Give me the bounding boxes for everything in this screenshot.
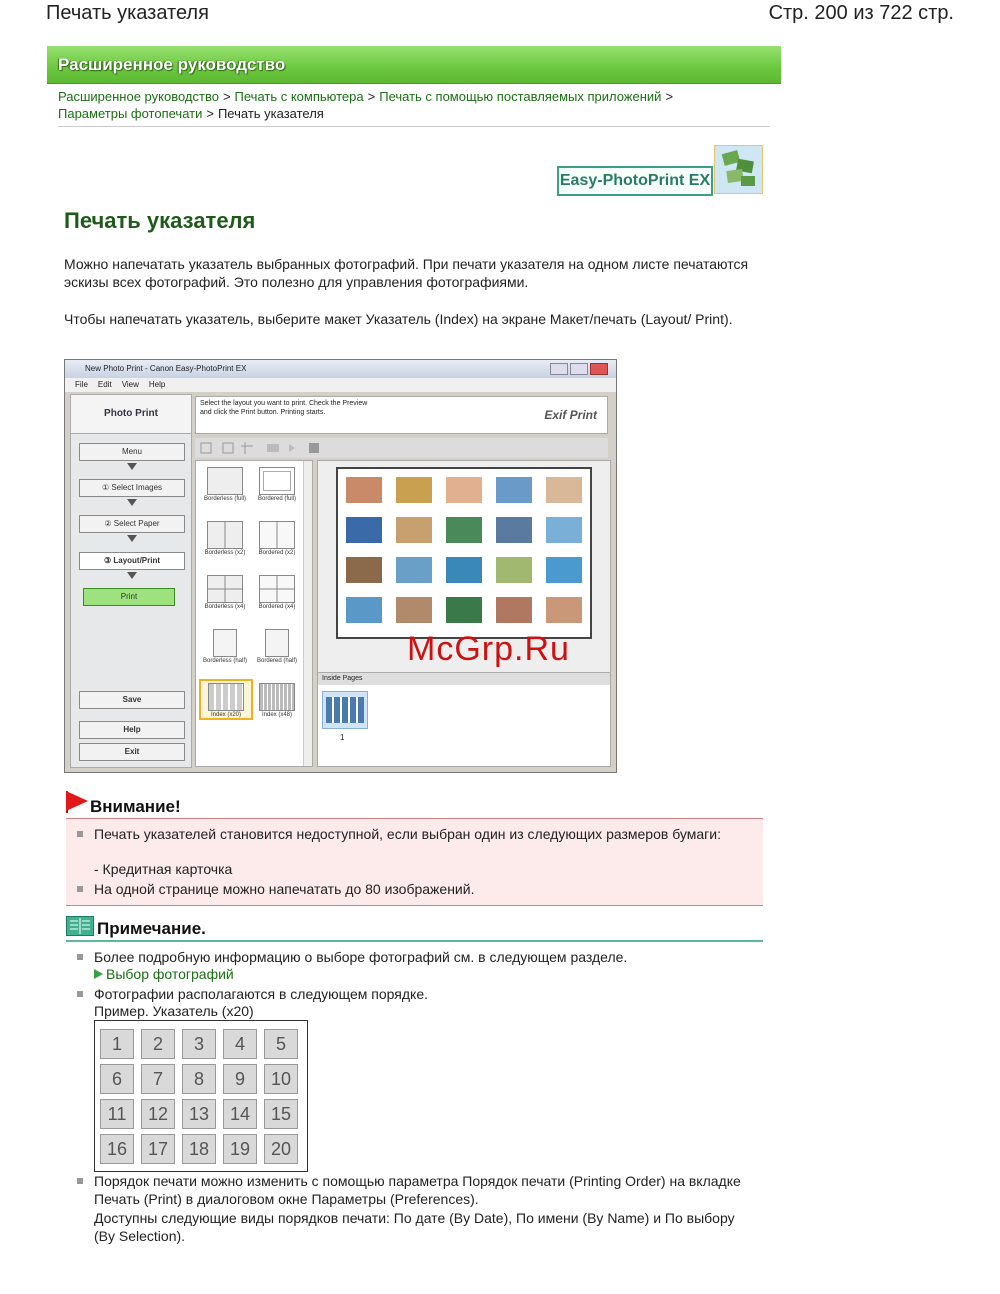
grid-cell: 3 xyxy=(182,1029,216,1059)
preview-page xyxy=(336,467,592,639)
save-button: Save xyxy=(79,691,185,709)
toolbar xyxy=(195,438,608,458)
window-titlebar xyxy=(65,360,616,378)
help-button: Help xyxy=(79,721,185,739)
window-title: New Photo Print - Canon Easy-PhotoPrint EX xyxy=(85,364,247,373)
exif-print-logo: Exif Print xyxy=(544,408,597,422)
grid-cell: 10 xyxy=(264,1064,298,1094)
breadcrumb xyxy=(58,88,770,122)
minimize-icon xyxy=(550,363,568,375)
arrow-right-icon xyxy=(94,969,103,979)
toolbar-icons xyxy=(195,438,335,458)
grid-cell: 19 xyxy=(223,1134,257,1164)
grid-cell: 1 xyxy=(100,1029,134,1059)
arrow-down-icon xyxy=(127,535,137,542)
breadcrumb-separator: > xyxy=(665,89,674,104)
layout-item: Bordered (x2) xyxy=(254,519,300,556)
instruction-text: Select the layout you want to print. Check the Preview and click the Print button. Printing starts. xyxy=(200,400,368,416)
inside-pages-label: Inside Pages xyxy=(318,673,610,685)
grid-cell: 17 xyxy=(141,1134,175,1164)
intro-paragraph: Можно напечатать указатель выбранных фотографий. При печати указателя на одном листе печатаются эскизы всех фотографий. Это полезно для управления фотографиями. xyxy=(64,256,749,290)
menu-help: Help xyxy=(148,380,166,389)
instruction-panel xyxy=(195,396,608,434)
section-banner xyxy=(47,46,781,84)
order-grid xyxy=(94,1020,308,1172)
grid-cell: 7 xyxy=(141,1064,175,1094)
watermark: McGrp.Ru xyxy=(407,630,570,668)
warning-item: На одной странице можно напечатать до 80 изображений. xyxy=(80,880,750,898)
grid-cell: 9 xyxy=(223,1064,257,1094)
breadcrumb-current: Печать указателя xyxy=(217,106,324,121)
inside-pages-panel xyxy=(317,672,611,767)
note-example: Пример. Указатель (x20) xyxy=(94,1003,254,1019)
page-title: Печать указателя xyxy=(64,208,256,233)
grid-cell: 20 xyxy=(264,1134,298,1164)
note-item: Более подробную информацию о выборе фотографий см. в следующем разделе. xyxy=(80,948,750,966)
note-item: Порядок печати можно изменить с помощью параметра Порядок печати (Printing Order) на вкладке Печать (Print) в диалоговом окне Параметры (Preferences). xyxy=(80,1172,750,1208)
layout-item: Borderless (half) xyxy=(202,627,248,664)
grid-cell: 8 xyxy=(182,1064,216,1094)
note-title: Примечание. xyxy=(97,919,206,938)
page-counter: Стр. 200 из 722 стр. xyxy=(768,2,954,24)
layout-item: Bordered (full) xyxy=(254,465,300,502)
grid-cell: 5 xyxy=(264,1029,298,1059)
step-select-images: ① Select Images xyxy=(79,479,185,497)
note-divider xyxy=(66,940,763,942)
layout-item: Bordered (x4) xyxy=(254,573,300,610)
warning-flag-icon xyxy=(66,791,88,811)
grid-cell: 12 xyxy=(141,1099,175,1129)
app-screenshot xyxy=(64,359,617,773)
close-icon xyxy=(590,363,608,375)
grid-cell: 15 xyxy=(264,1099,298,1129)
menu-edit: Edit xyxy=(97,380,112,389)
divider xyxy=(58,126,770,127)
breadcrumb-link-photo-settings[interactable]: Параметры фотопечати xyxy=(58,106,203,121)
grid-cell: 2 xyxy=(141,1029,175,1059)
grid-cell: 14 xyxy=(223,1099,257,1129)
grid-cell: 4 xyxy=(223,1029,257,1059)
warning-subitem: - Кредитная карточка xyxy=(94,861,233,877)
grid-cell: 18 xyxy=(182,1134,216,1164)
step-select-paper: ② Select Paper xyxy=(79,515,185,533)
warning-item: Печать указателей становится недоступной, если выбран один из следующих размеров бумаги: xyxy=(80,825,750,843)
window-controls xyxy=(550,363,610,374)
breadcrumb-separator: > xyxy=(367,89,376,104)
wizard-sidebar xyxy=(70,394,192,768)
page-number: 1 xyxy=(340,733,345,742)
layout-item-selected: Index (x20) xyxy=(199,679,253,720)
sidebar-title: Photo Print xyxy=(71,395,191,434)
layout-item: Borderless (x4) xyxy=(202,573,248,610)
step-menu: Menu xyxy=(79,443,185,461)
grid-cell: 13 xyxy=(182,1099,216,1129)
photo-thumbnails xyxy=(338,469,590,637)
arrow-down-icon xyxy=(127,499,137,506)
breadcrumb-link-print-computer[interactable]: Печать с компьютера xyxy=(234,89,364,104)
grid-cell: 11 xyxy=(100,1099,134,1129)
maximize-icon xyxy=(570,363,588,375)
menu-file: File xyxy=(75,380,88,389)
arrow-down-icon xyxy=(127,463,137,470)
warning-title: Внимание! xyxy=(90,797,181,816)
note-item-more: Доступны следующие виды порядков печати: По дате (By Date), По имени (By Name) и По выбору (By Selection). xyxy=(94,1210,735,1244)
layout-scrollbar xyxy=(303,461,312,766)
layout-list xyxy=(195,460,313,767)
step-layout-print: ③ Layout/Print xyxy=(79,552,185,570)
breadcrumb-link-advanced[interactable]: Расширенное руководство xyxy=(58,89,219,104)
layout-item: Index (x48) xyxy=(254,681,300,718)
layout-item: Bordered (half) xyxy=(254,627,300,664)
layout-item: Borderless (full) xyxy=(202,465,248,502)
banner-text: Расширенное руководство xyxy=(58,55,286,74)
app-logo-label: Easy-PhotoPrint EX xyxy=(557,166,713,196)
note-item: Фотографии располагаются в следующем порядке. xyxy=(80,985,750,1003)
menu-bar xyxy=(65,378,616,392)
app-logo-icon xyxy=(714,145,763,194)
arrow-down-icon xyxy=(127,572,137,579)
breadcrumb-separator: > xyxy=(206,106,214,121)
instruction-paragraph: Чтобы напечатать указатель, выберите макет Указатель (Index) на экране Макет/печать (Layout/ Print). xyxy=(64,311,733,327)
menu-view: View xyxy=(121,380,139,389)
layout-item: Borderless (x2) xyxy=(202,519,248,556)
page-header-title: Печать указателя xyxy=(46,2,209,24)
grid-cell: 16 xyxy=(100,1134,134,1164)
breadcrumb-separator: > xyxy=(222,89,231,104)
book-icon xyxy=(66,916,94,936)
exit-button: Exit xyxy=(79,743,185,761)
grid-cell: 6 xyxy=(100,1064,134,1094)
breadcrumb-link-apps[interactable]: Печать с помощью поставляемых приложений xyxy=(379,89,662,104)
note-link-row xyxy=(94,966,234,982)
print-button: Print xyxy=(83,588,175,606)
page-thumbnail xyxy=(322,691,368,729)
select-photos-link[interactable]: Выбор фотографий xyxy=(106,966,234,982)
